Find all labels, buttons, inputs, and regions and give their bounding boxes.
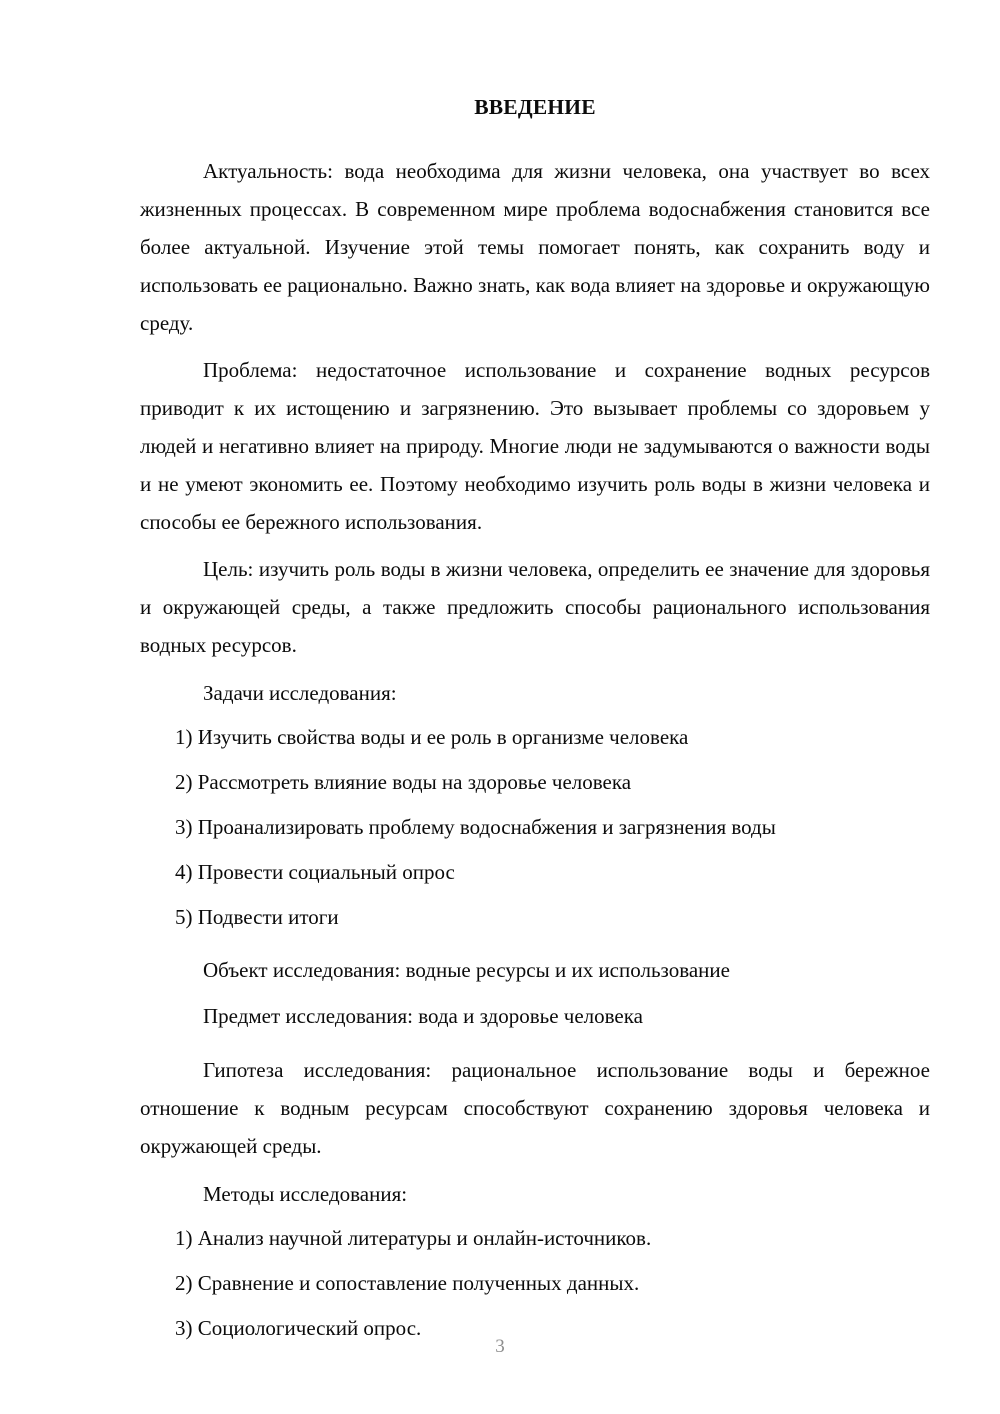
page-number: 3	[495, 1336, 505, 1357]
paragraph-relevance: Актуальность: вода необходима для жизни человека, она участвует во всех жизненных процессах. В современном мире проблема водоснабжения становится все более актуальной. Изучение этой темы помогает понять, как сохранить воду и использовать ее рационально. Важно знать, как вода влияет на здоровье и окружающую среду.	[140, 159, 930, 335]
methods-list	[140, 1219, 930, 1347]
paragraph-hypothesis: Гипотеза исследования: рациональное использование воды и бережное отношение к водным ресурсам способствуют сохранению здоровья человека и окружающей среды.	[140, 1058, 930, 1158]
list-item: 4) Провести социальный опрос	[175, 860, 455, 884]
paragraph-goal: Цель: изучить роль воды в жизни человека, определить ее значение для здоровья и окружающей среды, а также предложить способы рационального использования водных ресурсов.	[140, 557, 930, 657]
spacer	[140, 943, 930, 951]
list-item: 1) Анализ научной литературы и онлайн-источников.	[175, 1226, 652, 1250]
document-body	[140, 88, 930, 1354]
page-title: ВВЕДЕНИЕ	[474, 95, 596, 119]
list-item: 2) Рассмотреть влияние воды на здоровье человека	[175, 770, 632, 794]
list-item: 3) Социологический опрос.	[175, 1316, 422, 1340]
list-item: 2) Сравнение и сопоставление полученных данных.	[175, 1271, 640, 1295]
spacer	[140, 1043, 930, 1051]
list-item: 3) Проанализировать проблему водоснабжения и загрязнения воды	[175, 815, 776, 839]
tasks-list	[140, 718, 930, 936]
list-item: 5) Подвести итоги	[175, 905, 339, 929]
list-item: 1) Изучить свойства воды и ее роль в организме человека	[175, 725, 689, 749]
paragraph-problem: Проблема: недостаточное использование и сохранение водных ресурсов приводит к их истощению и загрязнению. Это вызывает проблемы со здоровьем у людей и негативно влияет на природу. Многие люди не задумываются о важности воды и не умеют экономить ее. Поэтому необходимо изучить роль воды в жизни человека и способы ее бережного использования.	[140, 358, 930, 534]
object-of-research: Объект исследования: водные ресурсы и их использование	[203, 958, 730, 982]
subject-of-research: Предмет исследования: вода и здоровье человека	[203, 1004, 643, 1028]
tasks-heading: Задачи исследования:	[203, 681, 397, 705]
methods-heading: Методы исследования:	[203, 1182, 408, 1206]
